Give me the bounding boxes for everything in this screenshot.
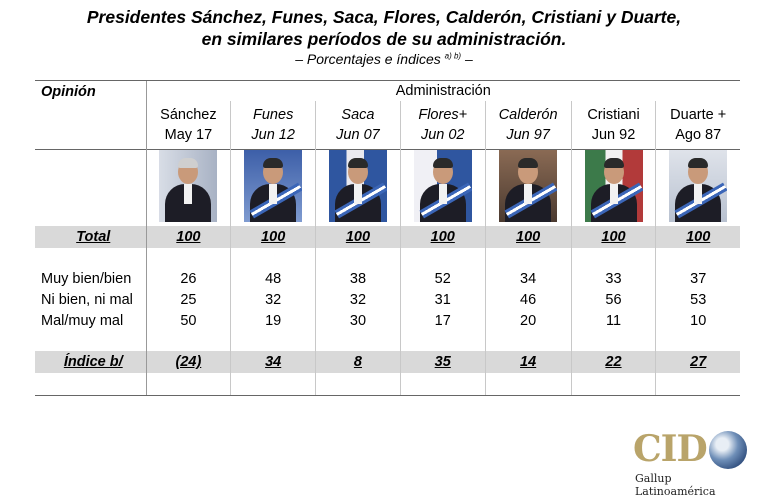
cell-value: 53 xyxy=(656,289,740,310)
cell-value: 32 xyxy=(316,289,401,310)
cell-value: 48 xyxy=(231,268,316,289)
col-header-0: Sánchez May 17 xyxy=(146,101,231,150)
cell-value: 31 xyxy=(400,289,485,310)
title-line-2: en similares períodos de su administración. xyxy=(201,29,567,49)
cell-value: 56 xyxy=(571,289,656,310)
cell-value: 17 xyxy=(400,310,485,331)
indice-value: 27 xyxy=(656,351,740,373)
col-header-5: Cristiani Jun 92 xyxy=(571,101,656,150)
portrait-funes xyxy=(244,150,302,222)
total-value: 100 xyxy=(571,226,656,248)
administracion-header: Administración xyxy=(146,81,740,102)
subtitle-footnote: a) b) xyxy=(444,51,462,61)
cell-value: 10 xyxy=(656,310,740,331)
logo-subtitle: Gallup Latinoamérica xyxy=(635,472,716,498)
cell-value: 50 xyxy=(146,310,231,331)
cell-value: 19 xyxy=(231,310,316,331)
cell-value: 33 xyxy=(571,268,656,289)
photo-row xyxy=(35,150,740,227)
cell-value: 46 xyxy=(485,289,571,310)
total-value: 100 xyxy=(400,226,485,248)
cell-value: 37 xyxy=(656,268,740,289)
table-row xyxy=(35,268,740,289)
col-header-1: Funes Jun 12 xyxy=(231,101,316,150)
indice-value: 8 xyxy=(316,351,401,373)
table-row xyxy=(35,310,740,331)
portrait-sanchez xyxy=(159,150,217,222)
total-value: 100 xyxy=(146,226,231,248)
portrait-duarte xyxy=(669,150,727,222)
col-header-4: Calderón Jun 97 xyxy=(485,101,571,150)
cell-value: 20 xyxy=(485,310,571,331)
cell-value: 32 xyxy=(231,289,316,310)
row-label: Ni bien, ni mal xyxy=(41,291,133,308)
indice-value: 35 xyxy=(400,351,485,373)
total-row xyxy=(35,226,740,248)
total-value: 100 xyxy=(485,226,571,248)
globe-icon xyxy=(709,431,747,469)
logo-brand: CID xyxy=(633,428,707,470)
page-title xyxy=(0,6,768,50)
indice-value: (24) xyxy=(146,351,231,373)
indice-row xyxy=(35,351,740,373)
cell-value: 52 xyxy=(400,268,485,289)
portrait-flores xyxy=(414,150,472,222)
col-header-2: Saca Jun 07 xyxy=(316,101,401,150)
cell-value: 26 xyxy=(146,268,231,289)
cell-value: 34 xyxy=(485,268,571,289)
portrait-calderon xyxy=(499,150,557,222)
cell-value: 11 xyxy=(571,310,656,331)
portrait-saca xyxy=(329,150,387,222)
total-label: Total xyxy=(35,226,146,248)
indice-value: 14 xyxy=(485,351,571,373)
total-value: 100 xyxy=(656,226,740,248)
cell-value: 30 xyxy=(316,310,401,331)
total-value: 100 xyxy=(231,226,316,248)
portrait-cristiani xyxy=(585,150,643,222)
total-value: 100 xyxy=(316,226,401,248)
cid-gallup-logo xyxy=(633,428,753,498)
col-header-6: Duarte + Ago 87 xyxy=(656,101,740,150)
cell-value: 25 xyxy=(146,289,231,310)
subtitle xyxy=(0,51,768,67)
results-table xyxy=(35,80,740,396)
table-row xyxy=(35,289,740,310)
subtitle-text: – Porcentajes e índices xyxy=(295,51,441,67)
indice-label: Índice b/ xyxy=(35,351,146,373)
cell-value: 38 xyxy=(316,268,401,289)
row-label: Mal/muy mal xyxy=(41,312,124,329)
opinion-header: Opinión xyxy=(35,81,146,150)
title-line-1: Presidentes Sánchez, Funes, Saca, Flores, Calderón, Cristiani y Duarte, xyxy=(86,7,682,27)
indice-value: 34 xyxy=(231,351,316,373)
subtitle-end: – xyxy=(464,51,473,67)
indice-value: 22 xyxy=(571,351,656,373)
col-header-3: Flores+ Jun 02 xyxy=(400,101,485,150)
row-label: Muy bien/bien xyxy=(41,270,132,287)
